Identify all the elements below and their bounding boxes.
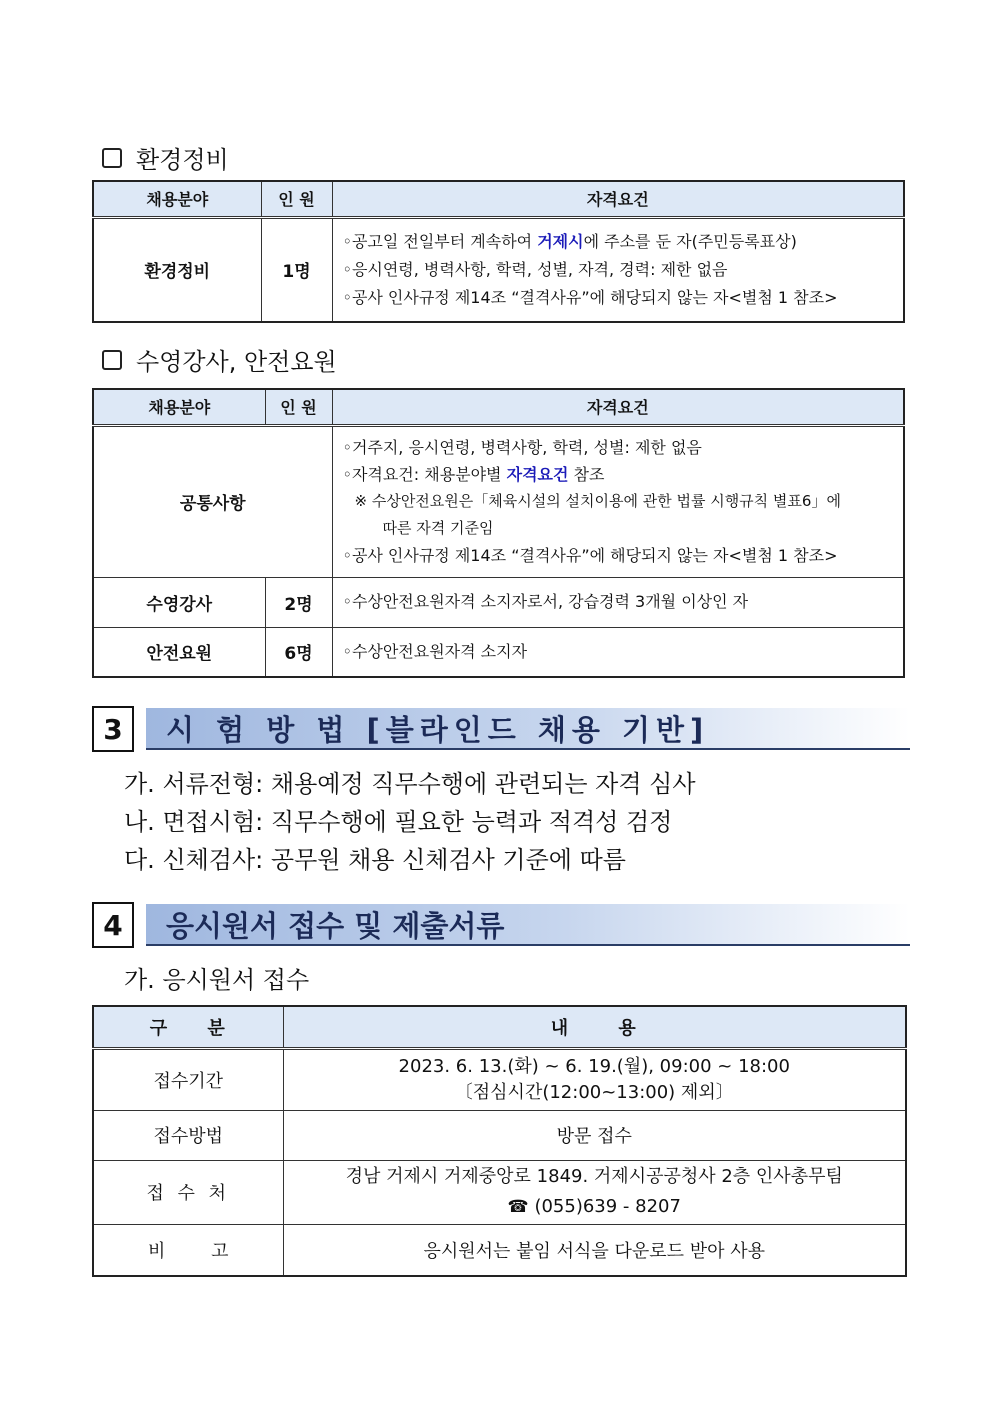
location-label: 접 수 처 [93, 1160, 283, 1224]
safety-guard-field: 안전요원 [93, 627, 265, 677]
method-label: 접수방법 [93, 1110, 283, 1160]
location-content [283, 1160, 906, 1224]
header-requirements: 자격요건 [332, 181, 904, 217]
section-title-env-text: 환경정비 [136, 146, 229, 174]
application-table [92, 1005, 907, 1277]
header-category: 구 분 [93, 1006, 283, 1048]
location-phone: ☎ (055)639 - 8207 [507, 1196, 681, 1217]
period-lunch-note: 〔점심시간(12:00~13:00) 제외〕 [454, 1081, 734, 1103]
section4-title: 응시원서 접수 및 제출서류 [146, 904, 910, 946]
safety-guard-count: 6명 [265, 627, 332, 677]
section-title-env [102, 140, 229, 175]
checkbox-icon [102, 350, 122, 370]
common-req-3: ◦공사 인사규정 제14조 “결격사유”에 해당되지 않는 자<별첨 1 참조> [342, 546, 838, 565]
common-label: 공통사항 [93, 425, 332, 577]
section-title-swim-text: 수영강사, 안전요원 [136, 348, 337, 376]
env-req-3: ◦공사 인사규정 제14조 “결격사유”에 해당되지 않는 자<별첨 1 참조> [342, 287, 838, 307]
section3-header [92, 706, 912, 754]
swim-instructor-field: 수영강사 [93, 577, 265, 627]
location-address: 경남 거제시 거제중앙로 1849. 거제시공공청사 2층 인사총무팀 [345, 1166, 843, 1187]
telephone-icon: ☎ [507, 1197, 529, 1217]
section3-item-3: 다. 신체검사: 공무원 채용 신체검사 기준에 따름 [124, 846, 626, 874]
swim-instructor-req: ◦수상안전요원자격 소지자로서, 강습경력 3개월 이상인 자 [332, 577, 904, 627]
section3-number: 3 [92, 706, 134, 752]
remarks-label: 비 고 [93, 1224, 283, 1276]
env-field: 환경정비 [93, 217, 261, 322]
section3-title: 시 험 방 법 [블라인드 채용 기반] [146, 708, 910, 750]
swim-instructor-count: 2명 [265, 577, 332, 627]
header-count: 인 원 [261, 181, 332, 217]
remarks-content: 응시원서는 붙임 서식을 다운로드 받아 사용 [283, 1224, 906, 1276]
common-req-2: ◦자격요건: 채용분야별 자격요건 참조 [342, 465, 605, 484]
env-requirements [332, 217, 904, 322]
common-requirements [332, 425, 904, 577]
checkbox-icon [102, 148, 122, 168]
section4-subtitle: 가. 응시원서 접수 [124, 966, 310, 994]
env-req-1: ◦공고일 전일부터 계속하여 거제시에 주소를 둔 자(주민등록표상) [342, 231, 797, 251]
section-title-swim [102, 342, 337, 377]
safety-guard-req: ◦수상안전요원자격 소지자 [332, 627, 904, 677]
env-count: 1명 [261, 217, 332, 322]
header-content: 내 용 [283, 1006, 906, 1048]
section4-number: 4 [92, 902, 134, 948]
section3-item-1: 가. 서류전형: 채용예정 직무수행에 관련되는 자격 심사 [124, 770, 696, 798]
common-note-2: 따른 자격 기준임 [382, 519, 494, 537]
header-field: 채용분야 [93, 181, 261, 217]
common-note-1: ※ 수상안전요원은「체육시설의 설치이용에 관한 법률 시행규칙 별표6」에 [354, 492, 841, 510]
env-table [92, 180, 905, 323]
header-field: 채용분야 [93, 389, 265, 425]
period-dates: 2023. 6. 13.(화) ~ 6. 19.(월), 09:00 ~ 18:00 [398, 1055, 790, 1077]
header-requirements: 자격요건 [332, 389, 904, 425]
env-req-2: ◦응시연령, 병력사항, 학력, 성별, 자격, 경력: 제한 없음 [342, 259, 728, 279]
common-req-1: ◦거주지, 응시연령, 병력사항, 학력, 성별: 제한 없음 [342, 438, 702, 457]
period-content [283, 1048, 906, 1110]
swim-table [92, 388, 905, 678]
section3-item-2: 나. 면접시험: 직무수행에 필요한 능력과 적격성 검정 [124, 808, 673, 836]
period-label: 접수기간 [93, 1048, 283, 1110]
section4-header [92, 902, 912, 950]
header-count: 인 원 [265, 389, 332, 425]
method-content: 방문 접수 [283, 1110, 906, 1160]
